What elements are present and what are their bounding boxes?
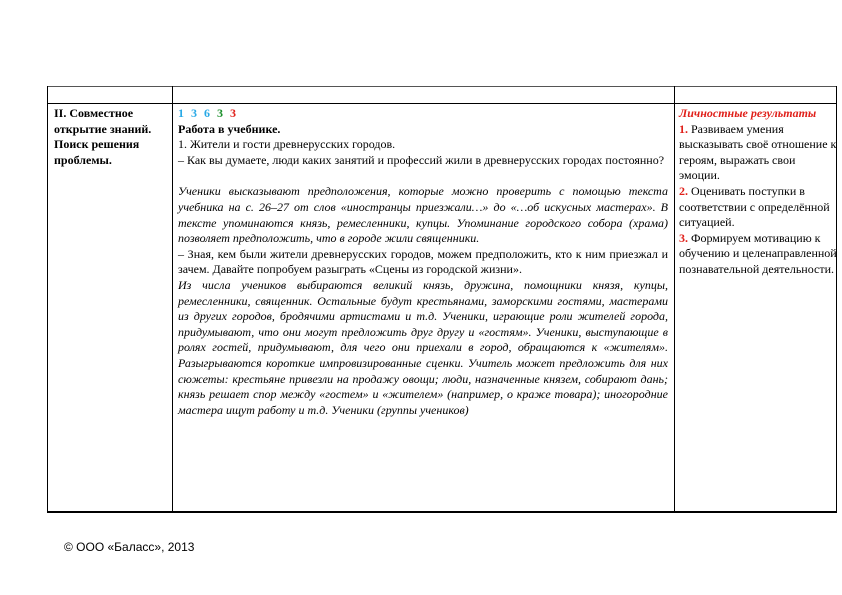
- table-col-divider-1: [172, 86, 173, 512]
- method-number-1: 1: [178, 106, 184, 120]
- teacher-question: – Как вы думаете, люди каких занятий и профессий жили в древнерусских городах постоянно?: [178, 152, 665, 167]
- table-col-divider-2: [674, 86, 675, 512]
- result-num: 1.: [679, 121, 688, 136]
- method-numbers: [178, 106, 668, 122]
- result-num: 2.: [679, 183, 688, 198]
- teacher-prompt: – Зная, кем были жители древнерусских городов, можем предположить, кто к ним приезжал и зачем. Давайте попробуем разыграть «Сцены из городской жизни».: [178, 246, 668, 277]
- table-header-divider: [48, 103, 836, 104]
- table-left-border: [47, 86, 48, 512]
- table-bottom-border: [47, 511, 837, 513]
- results-cell: [679, 106, 837, 278]
- method-number-5: 3: [230, 106, 236, 120]
- activity-cell: [178, 106, 668, 418]
- result-text: Формируем мотивацию к обучению и целенаправленной познавательной деятельности.: [679, 230, 837, 276]
- result-text: Оценивать поступки в соответствии с определённой ситуацией.: [679, 183, 830, 230]
- result-item-1: [679, 122, 837, 184]
- topic-line: 1. Жители и гости древнерусских городов.: [178, 137, 396, 152]
- copyright-footer: © ООО «Баласс», 2013: [64, 540, 195, 554]
- result-num: 3.: [679, 230, 688, 245]
- result-item-2: [679, 184, 837, 231]
- result-item-3: [679, 231, 837, 278]
- result-text: Развиваем умения высказывать своё отношение к героям, выражать свои эмоции.: [679, 121, 837, 183]
- students-hypotheses: Ученики высказывают предположения, которые можно проверить с помощью текста учебника на с. 26–27 от слов «иностранцы приезжали…» до «…об искусных мастерах». В тексте упоминаются князь, ремесленники, купцы. Упоминание городского собора (храма) позволяет предположить, что в городе жили священники.: [178, 184, 668, 246]
- role-play-description: Из числа учеников выбираются великий князь, дружина, помощники князя, купцы, ремесленники, священник. Остальные будут крестьянами, заморскими гостями, мастерами из других городов, бродячими артистами и т.д. Ученики, играющие роли жителей города, придумывают, что они могут предложить друг другу и «гостям». Ученики, выступающие в ролях гостей, придумывают, для чего они приехали в город, обращаются к «жителям». Разыгрываются короткие импровизированные сценки. Учитель может предложить для них сюжеты: крестьяне привезли на продажу овощи; люди, назначенные князем, собирают дань; князь решает спор между «гостем» и «жителем» (например, о краже товара); иногородние мастера ищут работу и т.д. Ученики (группы учеников): [178, 277, 668, 417]
- stage-title: II. Совместное открытие знаний. Поиск решения проблемы.: [54, 106, 152, 167]
- results-heading: Личностные результаты: [679, 106, 817, 120]
- table-top-border: [48, 86, 836, 87]
- method-number-4: 3: [217, 106, 223, 120]
- method-number-2: 3: [191, 106, 197, 120]
- section-heading: Работа в учебнике.: [178, 121, 281, 136]
- method-number-3: 6: [204, 106, 210, 120]
